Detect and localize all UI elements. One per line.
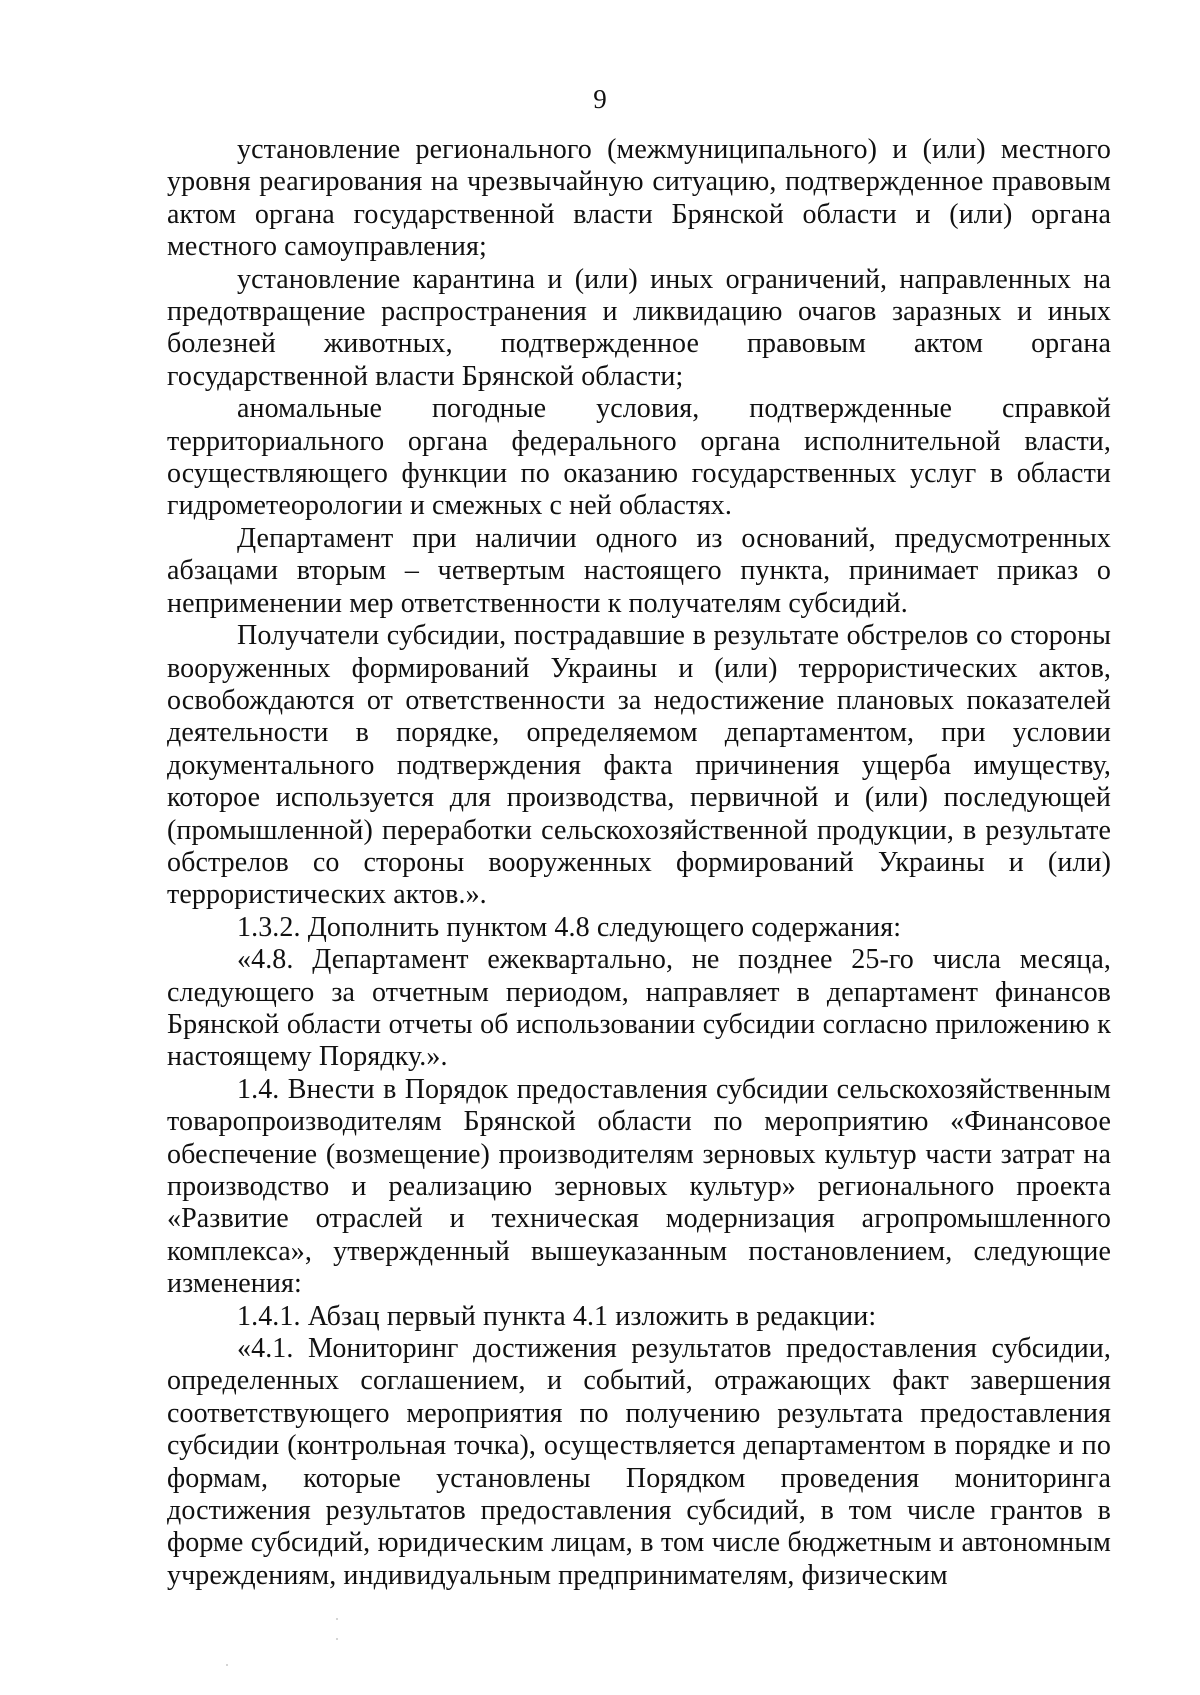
document-body	[167, 134, 1111, 1592]
paragraph-recipients-shelling: Получатели субсидии, пострадавшие в результате обстрелов со стороны вооруженных формирований Украины и (или) террористических актов, освобождаются от ответственности за недостижение плановых показателей деятельности в порядке, определяемом департаментом, при условии документального подтверждения факта причинения ущерба имуществу, которое используется для производства, первичной и (или) последующей (промышленной) переработки сельскохозяйственной продукции, в результате обстрелов со стороны вооруженных формирований Украины и (или) террористических актов.».	[167, 620, 1111, 911]
scan-speck	[336, 1618, 338, 1620]
paragraph-1-4-1: 1.4.1. Абзац первый пункта 4.1 изложить в редакции:	[237, 1300, 877, 1332]
paragraph-4-8: «4.8. Департамент ежеквартально, не позднее 25-го числа месяца, следующего за отчетным периодом, направляет в департамент финансов Брянской области отчеты об использовании субсидии согласно приложению к настоящему Порядку.».	[167, 944, 1111, 1073]
paragraph-weather: аномальные погодные условия, подтвержденные справкой территориального органа федерального органа исполнительной власти, осуществляющего функции по оказанию государственных услуг в области гидрометеорологии и смежных с ней областях.	[167, 393, 1111, 522]
paragraph-1-3-2: 1.3.2. Дополнить пунктом 4.8 следующего содержания:	[237, 911, 902, 943]
scan-artifacts	[0, 1600, 1200, 1695]
page-number: 9	[593, 84, 607, 114]
paragraph-quarantine: установление карантина и (или) иных ограничений, направленных на предотвращение распространения и ликвидацию очагов заразных и иных болезней животных, подтвержденное правовым актом органа государственной власти Брянской области;	[167, 263, 1111, 392]
scan-speck	[226, 1664, 228, 1666]
paragraph-emergency-level: установление регионального (межмуниципального) и (или) местного уровня реагирования на чрезвычайную ситуацию, подтвержденное правовым актом органа государственной власти Брянской области и (или) органа местного самоуправления;	[167, 134, 1111, 263]
paragraph-1-4: 1.4. Внести в Порядок предоставления субсидии сельскохозяйственным товаропроизводителям Брянской области по мероприятию «Финансовое обеспечение (возмещение) производителям зерновых культур части затрат на производство и реализацию зерновых культур» регионального проекта «Развитие отраслей и техническая модернизация агропромышленного комплекса», утвержденный вышеуказанным постановлением, следующие изменения:	[167, 1073, 1111, 1300]
paragraph-department-order: Департамент при наличии одного из оснований, предусмотренных абзацами вторым – четвертым настоящего пункта, принимает приказ о неприменении мер ответственности к получателям субсидий.	[167, 522, 1111, 619]
paragraph-4-1: «4.1. Мониторинг достижения результатов предоставления субсидии, определенных соглашением, и событий, отражающих факт завершения соответствующего мероприятия по получению результата предоставления субсидии (контрольная точка), осуществляется департаментом в порядке и по формам, которые установлены Порядком проведения мониторинга достижения результатов предоставления субсидий, в том числе грантов в форме субсидий, юридическим лицам, в том числе бюджетным и автономным учреждениям, индивидуальным предпринимателям, физическим	[167, 1333, 1111, 1591]
scan-speck	[336, 1638, 338, 1640]
